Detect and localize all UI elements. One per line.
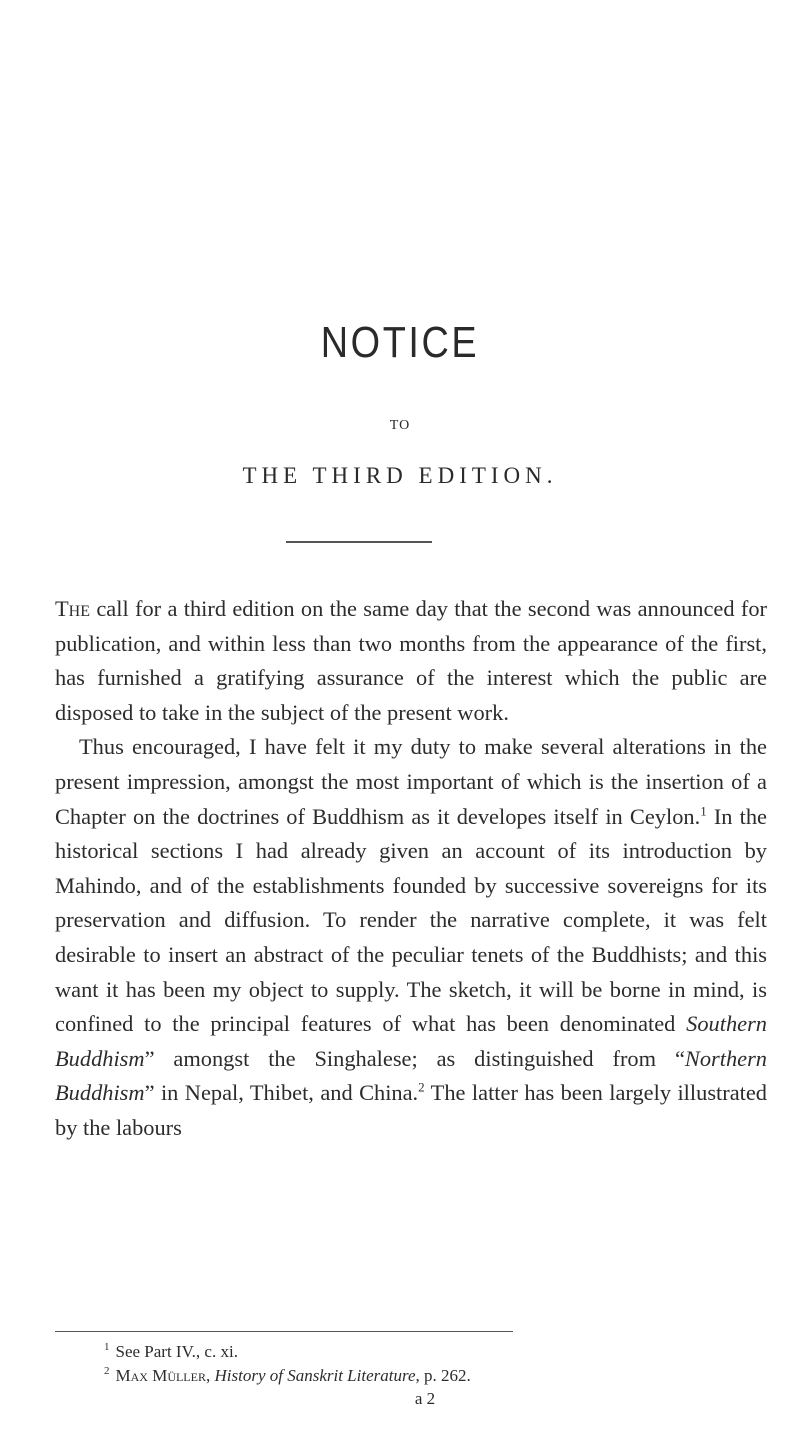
footnote-ref-1: 1 [700,803,707,819]
footnote-1 [104,1340,784,1364]
paragraph-2 [55,730,767,1145]
footnote-2-title: History of Sanskrit Literature [214,1366,416,1385]
paragraph-1-text: call for a third edition on the same day that the second was announced for publication, and within less than two months from the appearance of the first, has furnished a gratifying assurance of the interest which the public are disposed to take in the subject of the present work. [55,596,767,725]
title-connector: TO [389,418,411,433]
page-title: NOTICE [320,318,480,367]
paragraph-2-text-b: In the historical sections I had already given an account of its introduction by Mahindo, and of the establishments founded by successive sovereigns for its preservation and diffusion. To render the narrative complete, it was felt desirable to insert an abstract of the peculiar tenets of the Buddhists; and this want it has been my object to supply. The sketch, it will be borne in mind, is confined to the principal features of what has been denominated [55,803,767,1037]
term-northern-buddhism: Northern Buddhism [55,1045,767,1106]
footnote-2-separator: , [205,1366,215,1385]
term-southern-buddhism: Southern Buddhism [55,1011,767,1071]
footnote-2-mark: 2 [104,1365,110,1378]
footnote-divider [55,1331,513,1332]
footnote-2-page: , p. 262. [415,1366,471,1385]
paragraph-2-text-e: The latter has been largely illustrated by the labours [55,1080,768,1140]
footnote-2-author: Max Müller [115,1366,206,1385]
page-subtitle: THE THIRD EDITION. [242,463,558,488]
paragraph-lead: The [55,596,91,621]
footnote-1-mark: 1 [104,1341,110,1354]
paragraph-2-text-c: ” amongst the Singhalese; as distinguished from “ [144,1045,685,1071]
footnote-ref-2: 2 [418,1079,425,1095]
footnotes [104,1340,784,1388]
body-text [55,592,767,1146]
footnote-1-text: See Part IV., c. xi. [115,1342,238,1361]
signature-mark: a 2 [414,1389,436,1408]
title-divider [286,541,432,543]
paragraph-2-text-d: ” in Nepal, Thibet, and China. [144,1080,419,1106]
footnote-2 [104,1364,784,1388]
paragraph-2-text-a: Thus encouraged, I have felt it my duty to make several alterations in the present impression, amongst the most important of which is the insertion of a Chapter on the doctrines of Buddhism as it developes itself in Ceylon. [55,734,767,829]
paragraph-1 [55,592,767,730]
